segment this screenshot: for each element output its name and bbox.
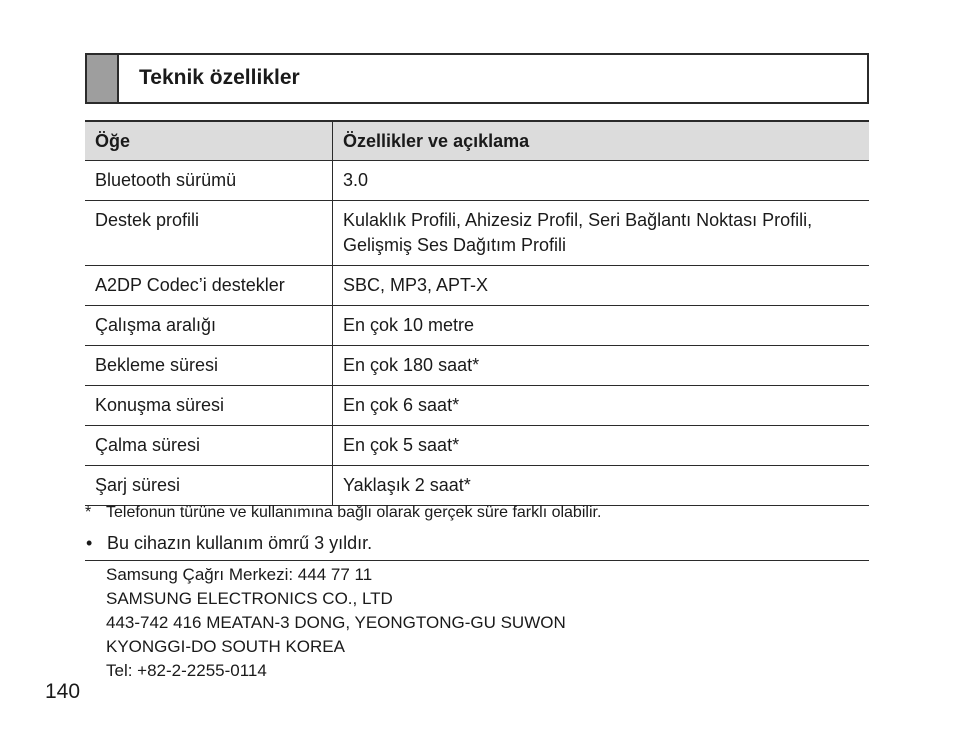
contact-line: SAMSUNG ELECTRONICS CO., LTD [106,589,393,608]
row-desc [333,201,870,266]
table-row [85,161,869,201]
contact-line: 443-742 416 MEATAN-3 DONG, YEONGTONG-GU SUWON [106,613,566,632]
table-row [85,306,869,346]
divider [85,560,869,561]
row-desc: SBC, MP3, APT-X [333,266,870,306]
row-desc-line: Gelişmiş Ses Dağıtım Profili [343,235,567,255]
table-row [85,266,869,306]
row-desc-line: Kulaklık Profili, Ahizesiz Profil, Seri Bağlantı Noktası Profili, [343,210,813,230]
row-item: Şarj süresi [85,466,333,506]
page-number: 140 [45,680,81,703]
contact-line: Samsung Çağrı Merkezi: 444 77 11 [106,565,373,584]
bullet-note [85,533,372,554]
row-item: Bekleme süresi [85,346,333,386]
table-row [85,426,869,466]
row-desc: En çok 6 saat* [333,386,870,426]
bullet-text: Bu cihazın kullanım ömrű 3 yıldır. [107,533,373,553]
row-item: Çalışma aralığı [85,306,333,346]
bullet-marker: • [86,533,93,553]
row-desc: En çok 5 saat* [333,426,870,466]
section-title: Teknik özellikler [139,66,300,89]
contact-line: Tel: +82-2-2255-0114 [106,661,267,680]
table-row [85,201,869,266]
table-header-row [85,121,869,161]
row-item: Konuşma süresi [85,386,333,426]
contact-block [106,563,566,683]
row-desc: En çok 180 saat* [333,346,870,386]
footnote-text: Telefonun türüne ve kullanımına bağlı olarak gerçek süre farklı olabilir. [106,504,602,521]
row-desc: En çok 10 metre [333,306,870,346]
header-desc: Özellikler ve açıklama [333,121,870,161]
row-desc: 3.0 [333,161,870,201]
table-row [85,386,869,426]
row-desc: Yaklaşık 2 saat* [333,466,870,506]
row-item: A2DP Codec’i destekler [85,266,333,306]
spec-table [85,120,869,506]
row-item: Bluetooth sürümü [85,161,333,201]
contact-line: KYONGGI-DO SOUTH KOREA [106,637,345,656]
table-row [85,346,869,386]
table-row [85,466,869,506]
section-header [85,53,869,104]
row-item: Destek profili [85,201,333,266]
footnote-marker: * [85,504,92,521]
header-item: Öğe [85,121,333,161]
row-item: Çalma süresi [85,426,333,466]
section-marker [87,55,119,102]
footnote [85,504,601,522]
